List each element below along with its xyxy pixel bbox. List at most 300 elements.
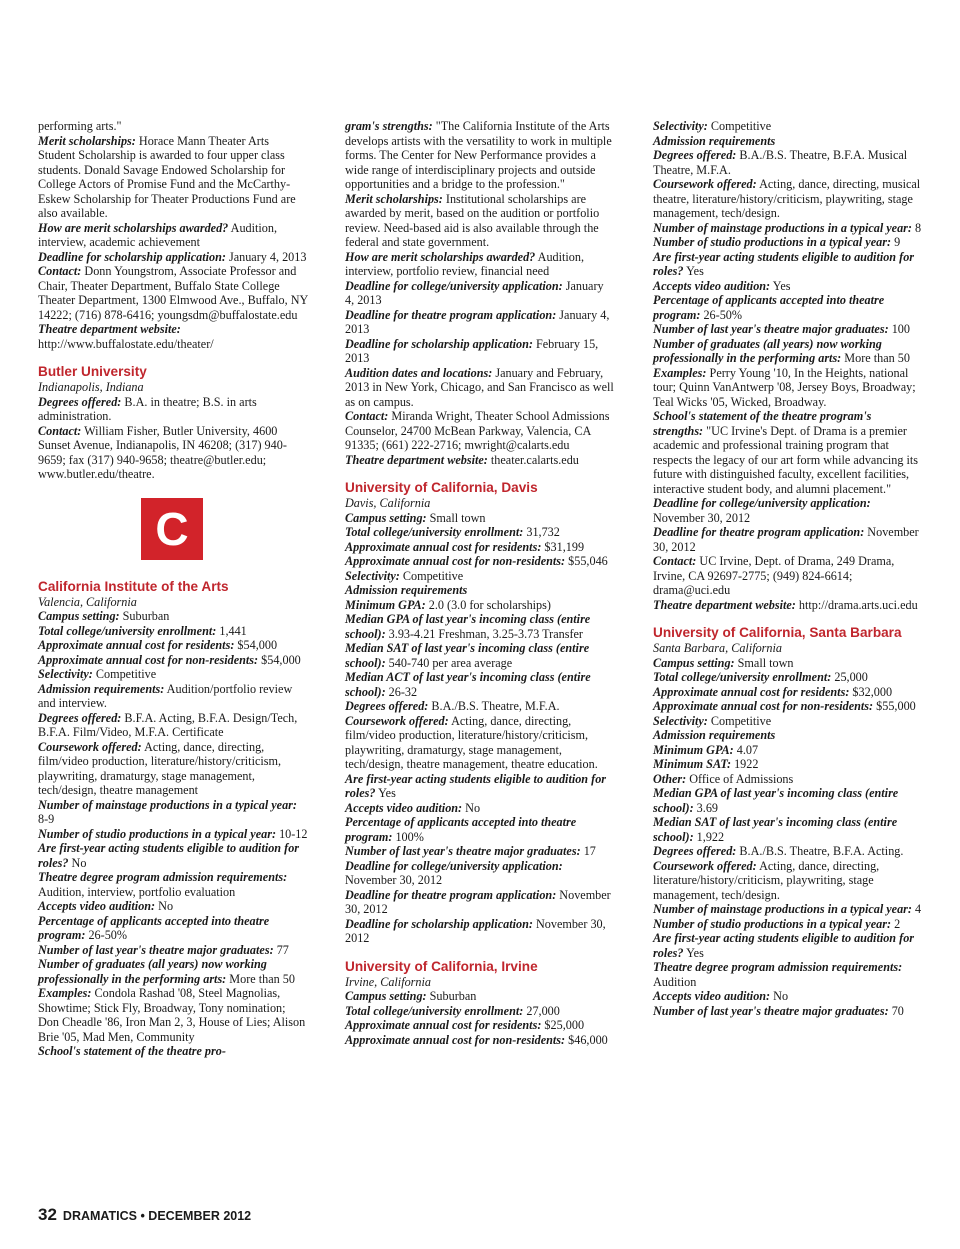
entry-paragraph	[345, 859, 615, 888]
entry-value: B.A./B.S. Theatre, M.F.A.	[431, 699, 560, 713]
entry-paragraph	[345, 989, 615, 1004]
entry-value: B.A. in theatre; B.S. in arts administration.	[38, 394, 257, 423]
entry-value: 27,000	[526, 1003, 560, 1018]
entry-value: 4	[915, 902, 922, 916]
entry-label: Admission requirements	[345, 583, 468, 597]
entry-value: February 15, 2013	[345, 336, 599, 365]
entry-paragraph	[38, 250, 308, 265]
entry-value: B.A./B.S. Theatre, B.F.A. Acting.	[739, 844, 904, 858]
entry-value: $55,000	[876, 699, 916, 713]
entry-paragraph	[38, 1044, 308, 1059]
entry-list	[653, 656, 923, 1019]
entry-label: Selectivity:	[38, 667, 93, 681]
entry-value: Suburban	[429, 989, 477, 1003]
entry-paragraph	[345, 699, 615, 714]
entry-value: Yes	[686, 945, 704, 960]
entry-paragraph	[653, 656, 923, 671]
entry-label: Approximate annual cost for residents:	[653, 684, 850, 699]
entry-label: Total college/university enrollment:	[345, 525, 524, 539]
entry-label: How are merit scholarships awarded?	[345, 249, 536, 264]
page-number: 32	[38, 1205, 57, 1224]
entry-value: $31,199	[544, 539, 585, 554]
entry-label: Contact:	[38, 423, 82, 438]
entry-value: Horace Mann Theater Arts Student Scholarship is awarded to four upper class students. Donald Savage Endowed Scholarship for College Actors of Promise Fund and the McCarthy-Eskew Scholarship for Theater Productions Fund are also available.	[38, 133, 296, 220]
school-name-ucsb: University of California, Santa Barbara	[653, 625, 902, 640]
entry-paragraph	[653, 525, 923, 554]
entry-value: Small town	[429, 510, 486, 525]
entry-value: Audition, interview, portfolio review, financial need	[345, 249, 585, 278]
entry-paragraph	[653, 743, 923, 758]
entry-value: Audition, interview, academic achievement	[38, 220, 278, 249]
entry-value: B.F.A. Acting, B.F.A. Design/Tech, B.F.A. Film/Video, M.F.A. Certificate	[38, 710, 298, 739]
entry-label: Approximate annual cost for non-residents:	[345, 554, 566, 568]
entry-label: Contact:	[345, 409, 389, 423]
school-name-ucirvine: University of California, Irvine	[345, 958, 538, 974]
entry-label: Number of last year's theatre major graduates:	[653, 322, 889, 336]
entry-value: November 30, 2012	[345, 887, 611, 916]
entry-paragraph	[345, 366, 615, 410]
entry-paragraph	[38, 134, 308, 221]
entry-list	[345, 989, 615, 1047]
entry-paragraph	[653, 148, 923, 177]
entry-label: Deadline for college/university application:	[345, 278, 563, 293]
entry-label: Theatre department website:	[38, 322, 181, 336]
entry-label: Other:	[653, 771, 687, 786]
entry-value: Competitive	[710, 713, 772, 728]
entry-label: Selectivity:	[653, 119, 708, 133]
entry-label: Campus setting:	[345, 989, 427, 1003]
entry-label: Are first-year acting students eligible to audition for roles?	[345, 771, 607, 800]
entry-label: How are merit scholarships awarded?	[38, 220, 229, 235]
entry-label: Accepts video audition:	[38, 899, 156, 913]
entry-value: Acting, dance, directing, film/video production, literature/history/criticism, playwriting, dramaturgy, stage management, tech/design, theatre management	[38, 739, 282, 797]
entry-paragraph	[653, 772, 923, 787]
entry-value: 26-32	[388, 684, 418, 699]
entry-label: Deadline for theatre program application:	[345, 307, 557, 322]
entry-paragraph	[38, 638, 308, 653]
entry-label: Minimum GPA:	[653, 742, 734, 757]
entry-label: Number of studio productions in a typical year:	[653, 916, 892, 931]
entry-label: Number of studio productions in a typical year:	[653, 235, 892, 249]
section-letter-badge	[141, 498, 203, 560]
school-location: Davis, California	[345, 496, 431, 510]
entry-value: 4.07	[736, 742, 759, 757]
entry-label: Accepts video audition:	[345, 800, 463, 815]
entry-value: "The California Institute of the Arts develops artists with the versatility to work in multiple forms. The Center for New Performance provides a wide range of interdisciplinary projects and outside opportunities and a bridge to the profession."	[345, 119, 612, 191]
entry-value: http://www.buffalostate.edu/theater/	[38, 336, 214, 351]
entry-paragraph	[653, 844, 923, 859]
entry-paragraph	[38, 870, 308, 899]
entry-value: $25,000	[544, 1018, 585, 1032]
entry-label: Percentage of applicants accepted into theatre program:	[653, 293, 885, 322]
entry-paragraph	[38, 711, 308, 740]
entry-label: Number of last year's theatre major graduates:	[345, 844, 581, 858]
entry-paragraph	[653, 177, 923, 221]
entry-value: No	[773, 989, 789, 1003]
entry-paragraph	[38, 653, 308, 668]
entry-value: $54,000	[237, 638, 278, 652]
entry-label: Deadline for theatre program application:	[653, 525, 865, 539]
entry-paragraph	[345, 598, 615, 613]
entry-paragraph	[653, 598, 923, 613]
entry-paragraph	[38, 264, 308, 322]
entry-label: Contact:	[653, 554, 697, 568]
entry-value: Audition/portfolio review and interview.	[38, 681, 293, 710]
entry-paragraph	[38, 798, 308, 827]
entry-label: gram's strengths:	[345, 119, 433, 133]
entry-label: Median GPA of last year's incoming class (entire school):	[345, 612, 591, 641]
entry-label: Merit scholarships:	[38, 133, 136, 148]
entry-paragraph	[38, 119, 308, 134]
entry-value: 8-9	[38, 812, 55, 826]
entry-label: Number of graduates (all years) now working professionally in the performing arts:	[38, 957, 267, 986]
entry-label: Deadline for scholarship application:	[345, 336, 533, 351]
entry-value: performing arts."	[38, 119, 122, 133]
entry-label: Percentage of applicants accepted into theatre program:	[38, 913, 270, 942]
entry-value: No	[71, 855, 87, 870]
entry-label: Deadline for college/university application:	[653, 496, 871, 510]
entry-label: Theatre department website:	[653, 597, 796, 612]
entry-value: November 30, 2012	[653, 525, 919, 554]
entry-label: Degrees offered:	[653, 148, 737, 162]
entry-paragraph	[653, 931, 923, 960]
entry-label: School's statement of the theatre pro-	[38, 1044, 226, 1058]
entry-paragraph	[38, 609, 308, 624]
entry-paragraph	[653, 221, 923, 236]
entry-label: Deadline for scholarship application:	[345, 916, 533, 931]
entry-paragraph	[653, 496, 923, 525]
entry-label: Campus setting:	[653, 655, 735, 670]
entry-paragraph	[345, 917, 615, 946]
entry-label: Degrees offered:	[653, 844, 737, 858]
entry-value: 17	[583, 844, 596, 858]
entry-label: Deadline for college/university application:	[345, 858, 563, 873]
entry-paragraph	[345, 337, 615, 366]
entry-label: Theatre department website:	[345, 452, 488, 467]
school-location: Irvine, California	[345, 974, 431, 989]
entry-value: 2.0 (3.0 for scholarships)	[428, 597, 551, 612]
entry-paragraph	[345, 583, 615, 598]
entry-value: Audition	[653, 974, 697, 989]
entry-value: January 4, 2013	[345, 278, 604, 307]
entry-paragraph	[653, 409, 923, 496]
entry-label: Selectivity:	[345, 568, 400, 583]
entry-paragraph	[345, 772, 615, 801]
entry-paragraph	[345, 641, 615, 670]
section-letter: C	[155, 502, 189, 555]
entry-value: $46,000	[568, 1032, 608, 1047]
entry-paragraph	[38, 682, 308, 711]
entry-value: 70	[891, 1003, 904, 1018]
entry-paragraph	[653, 554, 923, 598]
entry-paragraph	[653, 960, 923, 989]
entry-label: Admission requirements	[653, 728, 776, 742]
entry-paragraph	[38, 322, 308, 351]
entry-value: Donn Youngstrom, Associate Professor and Chair, Theater Department, Buffalo State College Theater Department, 1300 Elmwood Ave., Buffalo, NY 14222; (716) 878-6416; youngsdm@buffalostate.edu	[38, 264, 308, 322]
entry-value: 2	[894, 916, 901, 931]
entry-label: Number of last year's theatre major graduates:	[653, 1003, 889, 1018]
entry-value: 3.69	[696, 800, 718, 815]
entry-value: 3.93-4.21 Freshman, 3.25-3.73 Transfer	[388, 626, 583, 641]
entry-label: Theatre degree program admission requirements:	[653, 960, 903, 974]
entry-label: Degrees offered:	[38, 394, 122, 409]
entry-paragraph	[38, 221, 308, 250]
school-location: Indianapolis, Indiana	[38, 380, 144, 394]
entry-label: Coursework offered:	[38, 739, 142, 754]
entry-value: 540-740 per area average	[388, 655, 513, 670]
entry-paragraph	[345, 308, 615, 337]
entry-value: Competitive	[710, 119, 772, 133]
entry-label: Approximate annual cost for residents:	[345, 539, 542, 554]
entry-value: January 4, 2013	[228, 249, 307, 264]
entry-paragraph	[345, 1004, 615, 1019]
entry-value: January 4, 2013	[345, 307, 610, 336]
entry-label: Total college/university enrollment:	[345, 1003, 524, 1018]
entry-value: Competitive	[95, 667, 157, 681]
entry-value: No	[465, 800, 481, 815]
entry-label: Total college/university enrollment:	[653, 670, 832, 684]
entry-paragraph	[345, 525, 615, 540]
entry-value: $54,000	[261, 652, 301, 667]
entry-paragraph	[345, 409, 615, 453]
entry-value: 26-50%	[703, 307, 743, 322]
entry-value: Audition, interview, portfolio evaluation	[38, 884, 236, 899]
entry-label: Coursework offered:	[653, 858, 757, 873]
entry-value: Office of Admissions	[689, 771, 794, 786]
entry-list	[345, 119, 615, 467]
entry-label: Accepts video audition:	[653, 278, 771, 293]
entry-label: Approximate annual cost for non-residents:	[38, 652, 259, 667]
entry-paragraph	[345, 250, 615, 279]
entry-paragraph	[653, 859, 923, 903]
entry-label: Number of mainstage productions in a typical year:	[38, 797, 297, 812]
entry-value: November 30, 2012	[345, 873, 443, 887]
entry-paragraph	[653, 989, 923, 1004]
entry-value: Yes	[686, 264, 704, 278]
entry-paragraph	[345, 801, 615, 816]
entry-paragraph	[345, 888, 615, 917]
entry-list	[653, 119, 923, 612]
entry-value: 1922	[734, 757, 759, 771]
entry-paragraph	[38, 986, 308, 1044]
entry-label: Campus setting:	[38, 609, 120, 623]
entry-value: Small town	[737, 655, 794, 670]
school-location: Valencia, California	[38, 594, 137, 609]
column-1	[38, 119, 308, 1059]
entry-list	[38, 609, 308, 1059]
entry-label: Deadline for theatre program application:	[345, 887, 557, 902]
entry-value: More than 50	[229, 971, 295, 986]
entry-paragraph	[653, 337, 923, 366]
entry-value: Condola Rashad '08, Steel Magnolias, Showtime; Stick Fly, Broadway, Tony nomination; Don Cheadle '86, Iron Man 2, 3, House of Lies; Alison Brie '05, Mad Men, Community	[38, 986, 306, 1044]
entry-label: Are first-year acting students eligible to audition for roles?	[653, 931, 915, 960]
entry-value: 8	[915, 220, 922, 235]
entry-label: Deadline for scholarship application:	[38, 249, 226, 264]
entry-label: Are first-year acting students eligible to audition for roles?	[38, 841, 300, 870]
entry-paragraph	[653, 815, 923, 844]
entry-value: Perry Young '10, In the Heights, national tour; Quinn VanAntwerp '08, Jersey Boys, Broadway; Teal Wicks '05, Wicked, Broadway.	[653, 365, 916, 409]
entry-label: Selectivity:	[653, 713, 708, 728]
entry-label: Approximate annual cost for residents:	[345, 1018, 542, 1032]
entry-paragraph	[345, 453, 615, 468]
entry-paragraph	[653, 293, 923, 322]
entry-paragraph	[653, 728, 923, 743]
entry-paragraph	[345, 670, 615, 699]
entry-label: Number of graduates (all years) now working professionally in the performing arts:	[653, 336, 882, 365]
entry-paragraph	[653, 699, 923, 714]
entry-label: Median ACT of last year's incoming class (entire school):	[345, 670, 591, 699]
entry-label: Coursework offered:	[345, 713, 449, 728]
entry-list	[345, 511, 615, 946]
entry-paragraph	[653, 119, 923, 134]
entry-paragraph	[345, 554, 615, 569]
page-footer	[38, 1205, 251, 1225]
entry-value: 25,000	[834, 670, 868, 684]
entry-paragraph	[653, 366, 923, 410]
entry-label: Contact:	[38, 264, 82, 278]
entry-label: Examples:	[653, 365, 707, 380]
school-name-butler: Butler University	[38, 364, 147, 379]
entry-value: theater.calarts.edu	[490, 452, 579, 467]
entry-value: 10-12	[279, 826, 308, 841]
entry-value: "UC Irvine's Dept. of Drama is a premier academic and professional training program that respects the legacy of our art form while advancing its future with distinguished faculty, excellent facilities, interactive student body, and alumni placement."	[653, 423, 918, 496]
entry-value: 1,441	[219, 623, 247, 638]
entry-label: Percentage of applicants accepted into theatre program:	[345, 815, 577, 844]
entry-paragraph	[38, 740, 308, 798]
entry-value: Suburban	[122, 609, 170, 623]
entry-paragraph	[38, 827, 308, 842]
entry-value: 100%	[395, 829, 424, 844]
entry-value: Yes	[378, 786, 396, 800]
entry-paragraph	[345, 192, 615, 250]
entry-label: Number of mainstage productions in a typical year:	[653, 902, 912, 916]
entry-label: Median SAT of last year's incoming class (entire school):	[653, 815, 898, 844]
entry-label: Total college/university enrollment:	[38, 623, 217, 638]
entry-label: Minimum SAT:	[653, 757, 732, 771]
school-name-ucdavis: University of California, Davis	[345, 480, 538, 495]
entry-paragraph	[345, 1018, 615, 1033]
entry-label: Degrees offered:	[345, 699, 429, 713]
entry-paragraph	[345, 279, 615, 308]
entry-paragraph	[653, 917, 923, 932]
entry-value: Acting, dance, directing, film/video production, literature/history/criticism, playwriting, dramaturgy, stage management, tech/design, theatre management, theatre education.	[345, 713, 598, 771]
entry-label: Approximate annual cost for non-residents:	[653, 699, 874, 713]
entry-value: $55,046	[568, 554, 608, 568]
entry-paragraph	[38, 914, 308, 943]
entry-value: Acting, dance, directing, literature/history/criticism, playwriting, stage management, tech/design.	[653, 858, 880, 902]
entry-value: No	[158, 899, 174, 913]
entry-paragraph	[653, 322, 923, 337]
entry-label: Accepts video audition:	[653, 989, 771, 1003]
entry-paragraph	[345, 844, 615, 859]
entry-value: Yes	[772, 278, 791, 293]
entry-value: $32,000	[852, 684, 893, 699]
entry-paragraph	[38, 957, 308, 986]
publication-line: DRAMATICS • DECEMBER 2012	[62, 1209, 252, 1223]
entry-value: 1,922	[696, 829, 725, 844]
entry-label: Number of last year's theatre major graduates:	[38, 942, 274, 957]
entry-paragraph	[345, 612, 615, 641]
entry-value: Institutional scholarships are awarded by merit, based on the audition or portfolio review. Need-based aid is also available through the federal and state government.	[345, 191, 600, 249]
entry-paragraph	[38, 624, 308, 639]
entry-value: November 30, 2012	[345, 916, 606, 945]
entry-paragraph	[345, 569, 615, 584]
entry-label: Approximate annual cost for non-residents:	[345, 1032, 566, 1047]
entry-paragraph	[345, 815, 615, 844]
entry-paragraph	[345, 1033, 615, 1048]
entry-label: Audition dates and locations:	[345, 365, 493, 380]
entry-paragraph	[38, 841, 308, 870]
entry-value: UC Irvine, Dept. of Drama, 249 Drama, Irvine, CA 92697-2775; (949) 824-6614; drama@uci.edu	[653, 554, 895, 597]
entry-label: Examples:	[38, 986, 92, 1000]
entry-paragraph	[653, 134, 923, 149]
entry-paragraph	[653, 1004, 923, 1019]
entry-value: January and February, 2013 in New York, Chicago, and San Francisco as well as on campus.	[345, 365, 614, 409]
entry-paragraph	[345, 119, 615, 192]
entry-paragraph	[653, 685, 923, 700]
entry-list	[38, 119, 308, 351]
entry-paragraph	[653, 235, 923, 250]
entry-paragraph	[38, 943, 308, 958]
entry-value: 26-50%	[88, 928, 128, 942]
entry-value: Miranda Wright, Theater School Admissions Counselor, 24700 McBean Parkway, Valencia, CA 91335; (661) 222-2716; mwright@calarts.edu	[345, 409, 610, 452]
entry-label: Are first-year acting students eligible to audition for roles?	[653, 249, 915, 278]
entry-value: B.A./B.S. Theatre, B.F.A. Musical Theatre, M.F.A.	[653, 148, 908, 177]
column-3	[653, 119, 923, 1018]
entry-paragraph	[653, 279, 923, 294]
entry-label: Approximate annual cost for residents:	[38, 638, 235, 652]
entry-paragraph	[38, 899, 308, 914]
entry-label: Number of mainstage productions in a typical year:	[653, 220, 912, 235]
entry-value: 77	[276, 942, 289, 957]
entry-label: Coursework offered:	[653, 177, 757, 191]
entry-label: Number of studio productions in a typical year:	[38, 826, 277, 841]
school-location: Santa Barbara, California	[653, 641, 782, 655]
entry-label: Median SAT of last year's incoming class (entire school):	[345, 641, 590, 670]
entry-paragraph	[653, 670, 923, 685]
entry-value: November 30, 2012	[653, 510, 751, 525]
entry-value: Competitive	[402, 568, 464, 583]
entry-paragraph	[653, 786, 923, 815]
entry-label: Admission requirements:	[38, 681, 165, 696]
entry-value: 31,732	[526, 525, 560, 539]
school-name-calarts: California Institute of the Arts	[38, 578, 229, 594]
entry-paragraph	[38, 395, 308, 424]
column-2	[345, 119, 615, 1047]
entry-label: Degrees offered:	[38, 710, 122, 725]
entry-label: Median GPA of last year's incoming class (entire school):	[653, 786, 899, 815]
entry-paragraph	[345, 540, 615, 555]
entry-value: 9	[894, 235, 901, 249]
entry-paragraph	[345, 511, 615, 526]
entry-value: http://drama.arts.uci.edu	[798, 597, 918, 612]
entry-value: More than 50	[844, 351, 910, 365]
entry-paragraph	[653, 250, 923, 279]
entry-label: Campus setting:	[345, 510, 427, 525]
entry-value: Acting, dance, directing, musical theatre, literature/history/criticism, playwriting, stage management, tech/design.	[653, 177, 921, 220]
entry-label: School's statement of the theatre program's strengths:	[653, 409, 872, 438]
entry-paragraph	[653, 902, 923, 917]
entry-list	[38, 395, 308, 482]
entry-paragraph	[38, 424, 308, 482]
entry-value: William Fisher, Butler University, 4600 Sunset Avenue, Indianapolis, IN 46208; (317) 940-9659; fax (317) 940-9658; theatre@butler.edu; www.butler.edu/theatre.	[38, 423, 287, 481]
entry-label: Admission requirements	[653, 133, 776, 148]
entry-label: Theatre degree program admission requirements:	[38, 870, 288, 884]
entry-label: Minimum GPA:	[345, 597, 426, 612]
entry-paragraph	[653, 714, 923, 729]
entry-paragraph	[345, 714, 615, 772]
entry-value: 100	[891, 322, 910, 336]
